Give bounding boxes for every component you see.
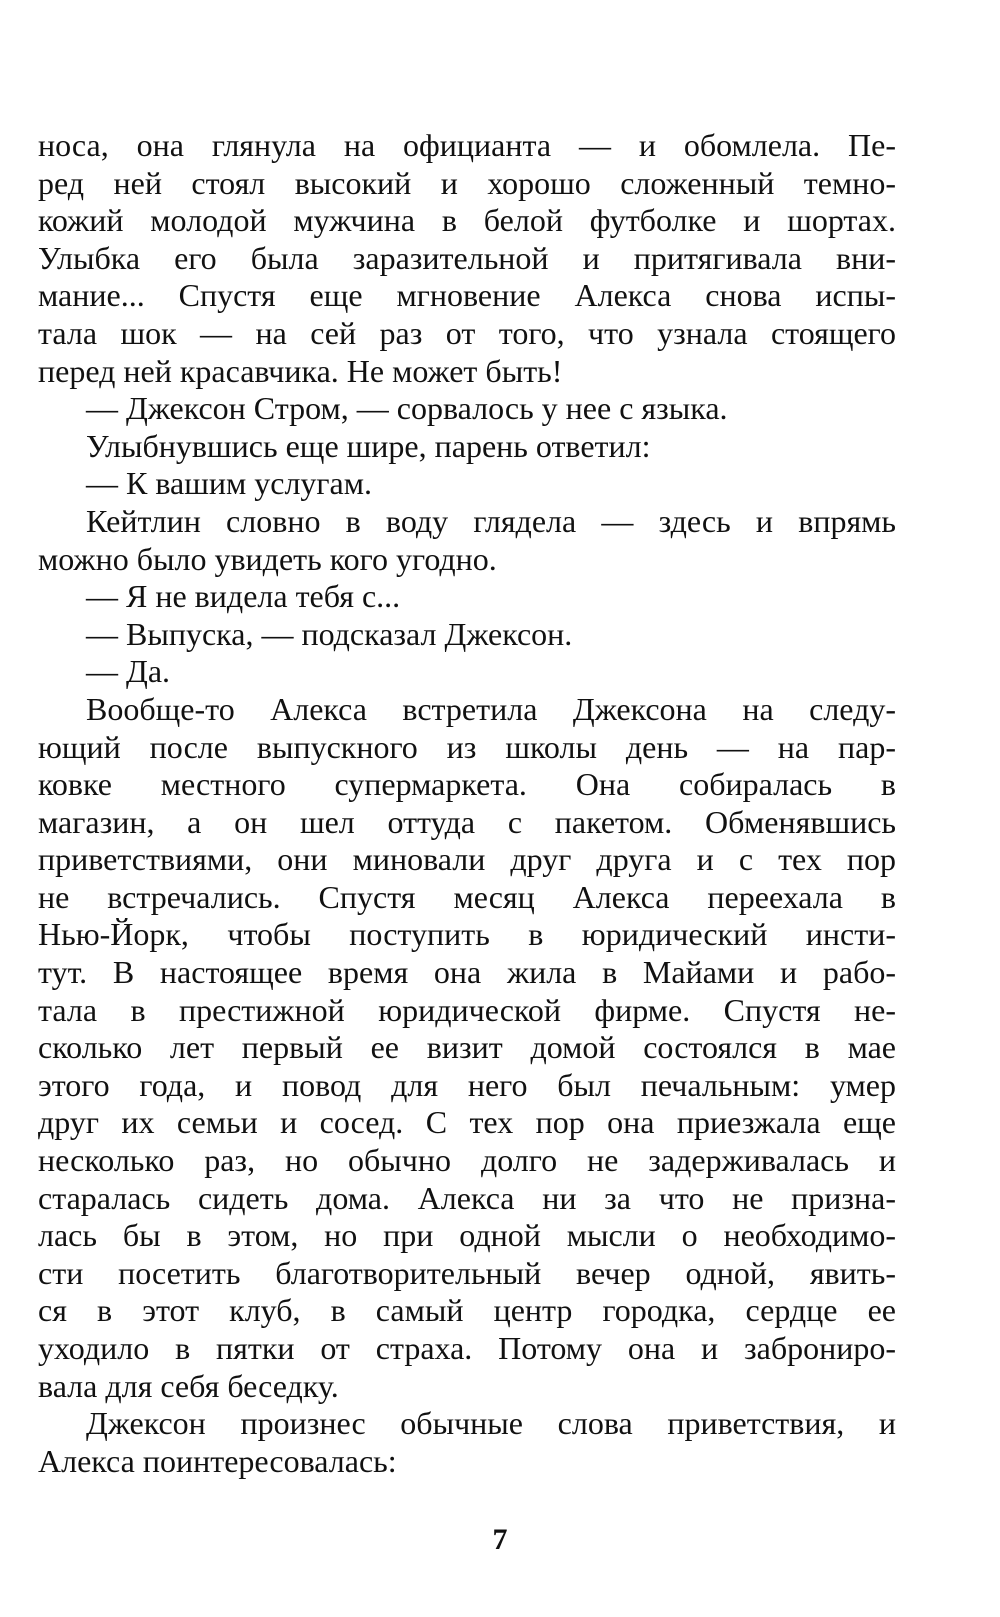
text-line: Нью-Йорк, чтобы поступить в юридический инсти- [38,916,896,953]
text-line: старалась сидеть дома. Алекса ни за что не призна- [38,1179,896,1216]
text-line: ред ней стоял высокий и хорошо сложенный темно- [38,164,896,201]
text-line: — К вашим услугам. [86,465,372,502]
text-line: мание... Спустя еще мгновение Алекса снова испы- [38,277,896,314]
text-line: — Я не видела тебя с... [86,578,401,615]
text-line: ковке местного супермаркета. Она собиралась в [38,766,896,803]
text-line: — Да. [86,653,171,690]
text-line: — Джексон Стром, — сорвалось у нее с языка. [86,390,728,427]
text-line: уходило в пятки от страха. Потому она и заброниро- [38,1330,896,1366]
text-line: приветствиями, они миновали друг друга и с тех пор [38,841,896,878]
text-line: ющий после выпускного из школы день — на пар- [38,728,896,765]
text-line: Алекса поинтересовалась: [38,1442,397,1479]
text-line: тала шок — на сей раз от того, что узнала стоящего [38,314,896,351]
text-line: тала в престижной юридической фирме. Спустя не- [38,991,896,1028]
text-line: друг их семьи и сосед. С тех пор она приезжала еще [38,1104,896,1141]
text-line: сти посетить благотворительный вечер одной, явить- [38,1254,896,1291]
text-line: не встречались. Спустя месяц Алекса переехала в [38,878,896,915]
text-line: перед ней красавчика. Не может быть! [38,352,563,389]
text-line: несколько раз, но обычно долго не задерживалась и [38,1142,896,1179]
text-line: магазин, а он шел оттуда с пакетом. Обменявшись [38,803,896,840]
text-line: вала для себя беседку. [38,1367,339,1404]
text-line: тут. В настоящее время она жила в Майами и рабо- [38,954,896,991]
text-line: лась бы в этом, но при одной мысли о необходимо- [38,1217,896,1254]
text-line: этого года, и повод для него был печальным: умер [38,1066,896,1103]
text-line: Улыбнувшись еще шире, парень ответил: [86,427,651,464]
text-line: кожий молодой мужчина в белой футболке и шортах. [38,202,896,239]
text-line: носа, она глянула на официанта — и обомлела. Пе- [38,127,896,163]
text-line: можно было увидеть кого угодно. [38,540,497,577]
text-line: Кейтлин словно в воду глядела — здесь и впрямь [86,502,896,539]
page-number: 7 [492,1523,508,1556]
text-line: сколько лет первый ее визит домой состоялся в мае [38,1029,896,1066]
text-line: — Выпуска, — подсказал Джексон. [86,615,573,652]
text-line: Вообще-то Алекса встретила Джексона на следу- [86,690,896,727]
text-line: ся в этот клуб, в самый центр городка, сердце ее [38,1292,896,1329]
text-line: Улыбка его была заразительной и притягивала вни- [38,239,896,276]
page-body-text [38,127,896,1480]
text-line: Джексон произнес обычные слова приветствия, и [86,1405,896,1442]
